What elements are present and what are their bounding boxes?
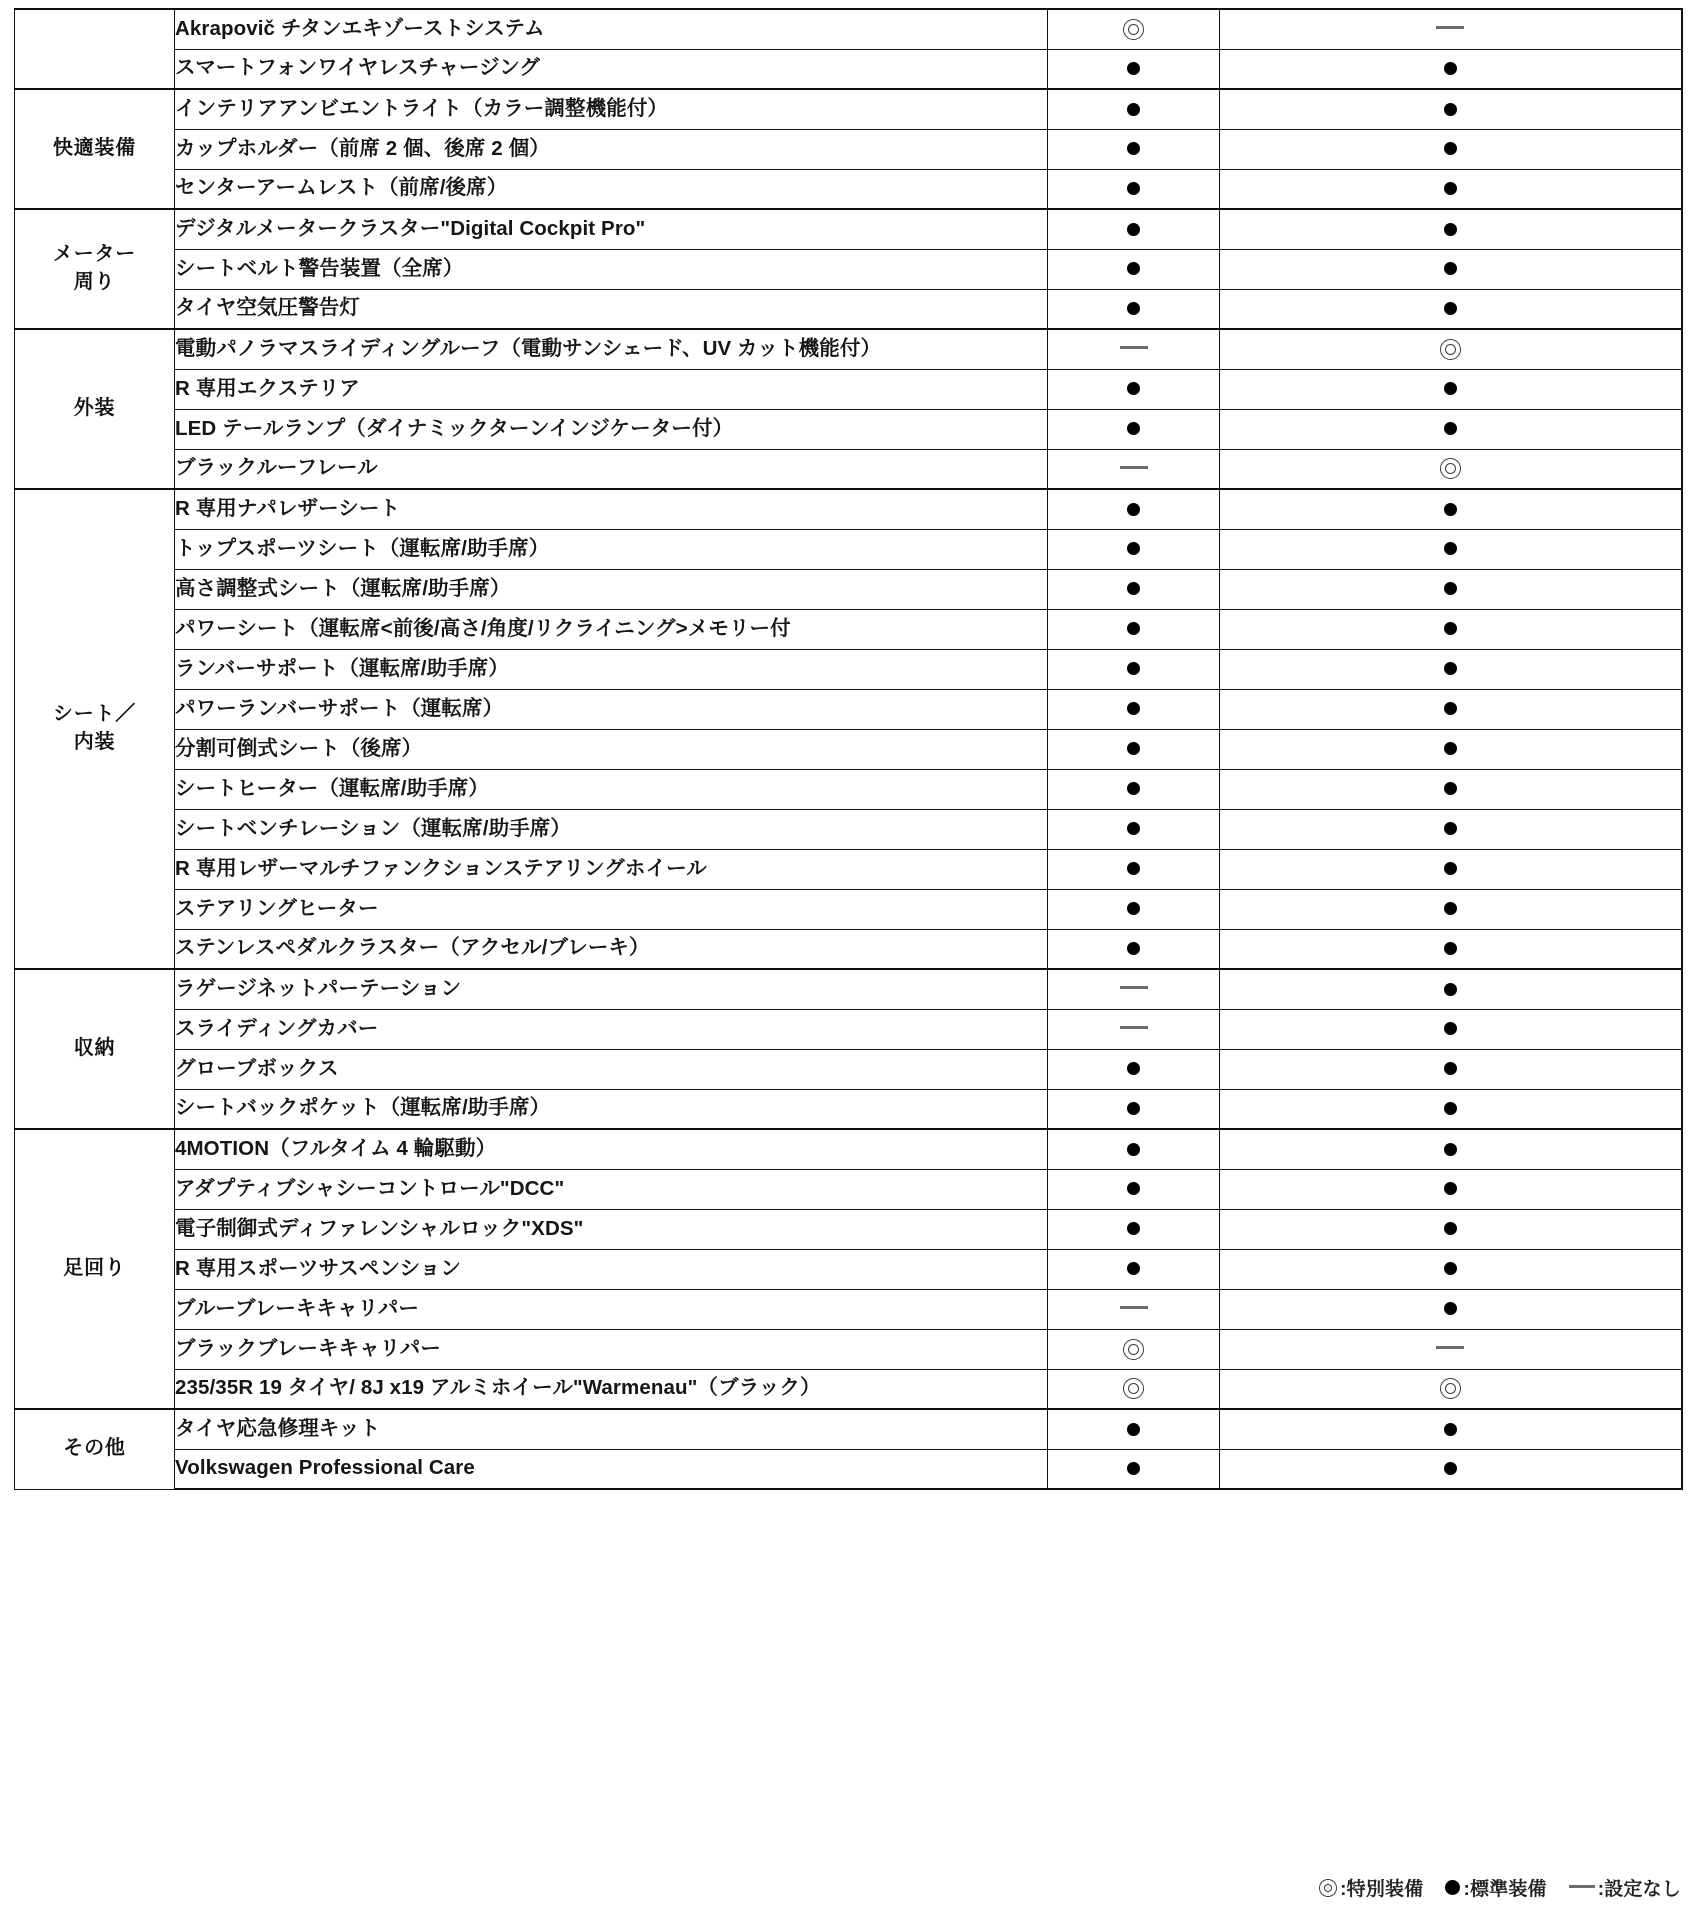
standard-equipment-icon bbox=[1127, 142, 1140, 155]
standard-equipment-icon bbox=[1127, 1462, 1140, 1475]
equipment-name-cell: デジタルメータークラスター"Digital Cockpit Pro" bbox=[175, 209, 1048, 249]
equipment-name-cell: R 専用レザーマルチファンクションステアリングホイール bbox=[175, 849, 1048, 889]
availability-cell-1 bbox=[1048, 449, 1220, 489]
equipment-name-cell: ブラックルーフレール bbox=[175, 449, 1048, 489]
table-row bbox=[15, 1089, 1682, 1129]
not-available-icon bbox=[1436, 1346, 1464, 1349]
availability-cell-2 bbox=[1220, 729, 1682, 769]
table-row bbox=[15, 529, 1682, 569]
availability-cell-2 bbox=[1220, 929, 1682, 969]
standard-equipment-icon bbox=[1444, 1462, 1457, 1475]
standard-equipment-icon bbox=[1444, 822, 1457, 835]
standard-equipment-icon bbox=[1127, 1102, 1140, 1115]
standard-equipment-icon bbox=[1444, 782, 1457, 795]
availability-cell-1 bbox=[1048, 1209, 1220, 1249]
availability-cell-2 bbox=[1220, 609, 1682, 649]
category-cell: その他 bbox=[15, 1409, 175, 1489]
availability-cell-2 bbox=[1220, 1289, 1682, 1329]
equipment-name-cell: 分割可倒式シート（後席） bbox=[175, 729, 1048, 769]
availability-cell-2 bbox=[1220, 329, 1682, 369]
availability-cell-2 bbox=[1220, 249, 1682, 289]
standard-equipment-icon bbox=[1127, 942, 1140, 955]
availability-cell-2 bbox=[1220, 1249, 1682, 1289]
table-row bbox=[15, 449, 1682, 489]
availability-cell-1 bbox=[1048, 169, 1220, 209]
equipment-name-cell: ステンレスペダルクラスター（アクセル/ブレーキ） bbox=[175, 929, 1048, 969]
standard-equipment-icon bbox=[1127, 382, 1140, 395]
availability-cell-1 bbox=[1048, 129, 1220, 169]
equipment-name-cell: R 専用エクステリア bbox=[175, 369, 1048, 409]
standard-equipment-icon bbox=[1127, 223, 1140, 236]
availability-cell-1 bbox=[1048, 1249, 1220, 1289]
availability-cell-2 bbox=[1220, 89, 1682, 129]
table-row bbox=[15, 89, 1682, 129]
table-row bbox=[15, 689, 1682, 729]
table-row bbox=[15, 489, 1682, 529]
legend-label: :標準装備 bbox=[1463, 1879, 1547, 1900]
category-cell: メーター 周り bbox=[15, 209, 175, 329]
standard-equipment-icon bbox=[1444, 1423, 1457, 1436]
availability-cell-1 bbox=[1048, 1289, 1220, 1329]
standard-equipment-icon bbox=[1444, 862, 1457, 875]
equipment-name-cell: カップホルダー（前席 2 個、後席 2 個） bbox=[175, 129, 1048, 169]
availability-cell-2 bbox=[1220, 369, 1682, 409]
table-row bbox=[15, 809, 1682, 849]
standard-equipment-icon bbox=[1127, 1062, 1140, 1075]
availability-cell-2 bbox=[1220, 889, 1682, 929]
availability-cell-2 bbox=[1220, 9, 1682, 49]
standard-equipment-icon bbox=[1127, 862, 1140, 875]
equipment-name-cell: R 専用ナパレザーシート bbox=[175, 489, 1048, 529]
table-row bbox=[15, 1209, 1682, 1249]
special-equipment-icon bbox=[1440, 458, 1461, 479]
table-row bbox=[15, 1329, 1682, 1369]
table-row bbox=[15, 729, 1682, 769]
availability-cell-1 bbox=[1048, 489, 1220, 529]
equipment-name-cell: ステアリングヒーター bbox=[175, 889, 1048, 929]
equipment-name-cell: アダプティブシャシーコントロール"DCC" bbox=[175, 1169, 1048, 1209]
standard-equipment-icon bbox=[1444, 742, 1457, 755]
table-row bbox=[15, 969, 1682, 1009]
table-row bbox=[15, 1289, 1682, 1329]
availability-cell-2 bbox=[1220, 1409, 1682, 1449]
availability-cell-1 bbox=[1048, 249, 1220, 289]
availability-cell-1 bbox=[1048, 1129, 1220, 1169]
standard-equipment-icon bbox=[1444, 1302, 1457, 1315]
table-row bbox=[15, 569, 1682, 609]
availability-cell-1 bbox=[1048, 49, 1220, 89]
standard-equipment-icon bbox=[1127, 902, 1140, 915]
equipment-name-cell: ランバーサポート（運転席/助手席） bbox=[175, 649, 1048, 689]
availability-cell-2 bbox=[1220, 569, 1682, 609]
category-cell bbox=[15, 9, 175, 89]
table-row bbox=[15, 1009, 1682, 1049]
standard-equipment-icon bbox=[1127, 182, 1140, 195]
table-row bbox=[15, 169, 1682, 209]
availability-cell-1 bbox=[1048, 9, 1220, 49]
equipment-name-cell: シートベルト警告装置（全席） bbox=[175, 249, 1048, 289]
equipment-name-cell: LED テールランプ（ダイナミックターンインジケーター付） bbox=[175, 409, 1048, 449]
availability-cell-2 bbox=[1220, 689, 1682, 729]
special-equipment-icon bbox=[1319, 1879, 1337, 1897]
availability-cell-1 bbox=[1048, 809, 1220, 849]
table-row bbox=[15, 129, 1682, 169]
table-row bbox=[15, 929, 1682, 969]
standard-equipment-icon bbox=[1127, 422, 1140, 435]
category-cell: 外装 bbox=[15, 329, 175, 489]
availability-cell-1 bbox=[1048, 649, 1220, 689]
equipment-name-cell: ラゲージネットパーテーション bbox=[175, 969, 1048, 1009]
standard-equipment-icon bbox=[1445, 1880, 1460, 1895]
legend-label: :設定なし bbox=[1597, 1879, 1681, 1900]
standard-equipment-icon bbox=[1127, 1143, 1140, 1156]
standard-equipment-icon bbox=[1127, 702, 1140, 715]
availability-cell-1 bbox=[1048, 889, 1220, 929]
availability-cell-2 bbox=[1220, 529, 1682, 569]
category-cell: シート／ 内装 bbox=[15, 489, 175, 969]
special-equipment-icon bbox=[1123, 19, 1144, 40]
equipment-name-cell: タイヤ空気圧警告灯 bbox=[175, 289, 1048, 329]
availability-cell-1 bbox=[1048, 1089, 1220, 1129]
legend-item bbox=[1569, 1874, 1681, 1901]
not-available-icon bbox=[1120, 1026, 1148, 1029]
standard-equipment-icon bbox=[1444, 622, 1457, 635]
standard-equipment-icon bbox=[1444, 103, 1457, 116]
standard-equipment-icon bbox=[1444, 662, 1457, 675]
availability-cell-1 bbox=[1048, 1409, 1220, 1449]
standard-equipment-icon bbox=[1444, 62, 1457, 75]
availability-cell-1 bbox=[1048, 1049, 1220, 1089]
standard-equipment-icon bbox=[1127, 1262, 1140, 1275]
availability-cell-2 bbox=[1220, 1209, 1682, 1249]
equipment-name-cell: スライディングカバー bbox=[175, 1009, 1048, 1049]
table-row bbox=[15, 249, 1682, 289]
table-row bbox=[15, 329, 1682, 369]
availability-cell-2 bbox=[1220, 49, 1682, 89]
availability-cell-1 bbox=[1048, 1329, 1220, 1369]
equipment-name-cell: R 専用スポーツサスペンション bbox=[175, 1249, 1048, 1289]
standard-equipment-icon bbox=[1127, 1222, 1140, 1235]
equipment-name-cell: インテリアアンビエントライト（カラー調整機能付） bbox=[175, 89, 1048, 129]
availability-cell-1 bbox=[1048, 1449, 1220, 1489]
table-row bbox=[15, 49, 1682, 89]
equipment-name-cell: グローブボックス bbox=[175, 1049, 1048, 1089]
special-equipment-icon bbox=[1123, 1339, 1144, 1360]
availability-cell-2 bbox=[1220, 1129, 1682, 1169]
availability-cell-2 bbox=[1220, 129, 1682, 169]
equipment-name-cell: Volkswagen Professional Care bbox=[175, 1449, 1048, 1489]
standard-equipment-icon bbox=[1444, 503, 1457, 516]
equipment-name-cell: 電動パノラマスライディングルーフ（電動サンシェード、UV カット機能付） bbox=[175, 329, 1048, 369]
table-row bbox=[15, 1409, 1682, 1449]
equipment-name-cell: ブラックブレーキキャリパー bbox=[175, 1329, 1048, 1369]
availability-cell-2 bbox=[1220, 209, 1682, 249]
standard-equipment-icon bbox=[1444, 1062, 1457, 1075]
not-available-icon bbox=[1120, 986, 1148, 989]
equipment-name-cell: タイヤ応急修理キット bbox=[175, 1409, 1048, 1449]
availability-cell-2 bbox=[1220, 409, 1682, 449]
standard-equipment-icon bbox=[1127, 103, 1140, 116]
standard-equipment-icon bbox=[1127, 262, 1140, 275]
not-available-icon bbox=[1436, 26, 1464, 29]
table-row bbox=[15, 1369, 1682, 1409]
legend bbox=[1319, 1874, 1681, 1901]
availability-cell-1 bbox=[1048, 409, 1220, 449]
availability-cell-2 bbox=[1220, 489, 1682, 529]
standard-equipment-icon bbox=[1127, 503, 1140, 516]
availability-cell-2 bbox=[1220, 809, 1682, 849]
availability-cell-1 bbox=[1048, 369, 1220, 409]
availability-cell-1 bbox=[1048, 529, 1220, 569]
availability-cell-2 bbox=[1220, 1329, 1682, 1369]
equipment-name-cell: シートヒーター（運転席/助手席） bbox=[175, 769, 1048, 809]
category-cell: 足回り bbox=[15, 1129, 175, 1409]
availability-cell-1 bbox=[1048, 689, 1220, 729]
table-row bbox=[15, 769, 1682, 809]
availability-cell-2 bbox=[1220, 1049, 1682, 1089]
standard-equipment-icon bbox=[1127, 62, 1140, 75]
standard-equipment-icon bbox=[1127, 1182, 1140, 1195]
availability-cell-1 bbox=[1048, 609, 1220, 649]
equipment-name-cell: シートバックポケット（運転席/助手席） bbox=[175, 1089, 1048, 1129]
standard-equipment-icon bbox=[1444, 1262, 1457, 1275]
availability-cell-1 bbox=[1048, 1009, 1220, 1049]
standard-equipment-icon bbox=[1444, 1222, 1457, 1235]
standard-equipment-icon bbox=[1444, 182, 1457, 195]
standard-equipment-icon bbox=[1444, 582, 1457, 595]
availability-cell-2 bbox=[1220, 1089, 1682, 1129]
standard-equipment-icon bbox=[1444, 142, 1457, 155]
standard-equipment-icon bbox=[1444, 983, 1457, 996]
legend-item bbox=[1445, 1874, 1546, 1901]
availability-cell-1 bbox=[1048, 729, 1220, 769]
equipment-comparison-table bbox=[14, 8, 1683, 1490]
standard-equipment-icon bbox=[1444, 942, 1457, 955]
standard-equipment-icon bbox=[1444, 302, 1457, 315]
availability-cell-2 bbox=[1220, 969, 1682, 1009]
equipment-name-cell: シートベンチレーション（運転席/助手席） bbox=[175, 809, 1048, 849]
availability-cell-2 bbox=[1220, 1369, 1682, 1409]
legend-label: :特別装備 bbox=[1340, 1879, 1424, 1900]
table-row bbox=[15, 1129, 1682, 1169]
standard-equipment-icon bbox=[1127, 542, 1140, 555]
standard-equipment-icon bbox=[1127, 662, 1140, 675]
standard-equipment-icon bbox=[1127, 1423, 1140, 1436]
standard-equipment-icon bbox=[1127, 582, 1140, 595]
equipment-name-cell: 235/35R 19 タイヤ/ 8J x19 アルミホイール"Warmenau"（ブラック） bbox=[175, 1369, 1048, 1409]
availability-cell-1 bbox=[1048, 569, 1220, 609]
availability-cell-1 bbox=[1048, 289, 1220, 329]
table-row bbox=[15, 369, 1682, 409]
table-row bbox=[15, 849, 1682, 889]
not-available-icon bbox=[1569, 1885, 1595, 1888]
standard-equipment-icon bbox=[1444, 262, 1457, 275]
standard-equipment-icon bbox=[1127, 302, 1140, 315]
availability-cell-1 bbox=[1048, 769, 1220, 809]
equipment-name-cell: トップスポーツシート（運転席/助手席） bbox=[175, 529, 1048, 569]
availability-cell-1 bbox=[1048, 1169, 1220, 1209]
standard-equipment-icon bbox=[1444, 902, 1457, 915]
availability-cell-1 bbox=[1048, 89, 1220, 129]
standard-equipment-icon bbox=[1127, 742, 1140, 755]
availability-cell-2 bbox=[1220, 449, 1682, 489]
equipment-name-cell: スマートフォンワイヤレスチャージング bbox=[175, 49, 1048, 89]
special-equipment-icon bbox=[1123, 1378, 1144, 1399]
availability-cell-2 bbox=[1220, 1169, 1682, 1209]
availability-cell-1 bbox=[1048, 969, 1220, 1009]
table-row bbox=[15, 649, 1682, 689]
special-equipment-icon bbox=[1440, 1378, 1461, 1399]
standard-equipment-icon bbox=[1444, 422, 1457, 435]
availability-cell-2 bbox=[1220, 1449, 1682, 1489]
standard-equipment-icon bbox=[1127, 622, 1140, 635]
not-available-icon bbox=[1120, 346, 1148, 349]
table-row bbox=[15, 9, 1682, 49]
table-row bbox=[15, 209, 1682, 249]
equipment-name-cell: パワーシート（運転席<前後/高さ/角度/リクライニング>メモリー付 bbox=[175, 609, 1048, 649]
standard-equipment-icon bbox=[1444, 702, 1457, 715]
availability-cell-2 bbox=[1220, 849, 1682, 889]
availability-cell-1 bbox=[1048, 329, 1220, 369]
table-row bbox=[15, 1169, 1682, 1209]
equipment-name-cell: 高さ調整式シート（運転席/助手席） bbox=[175, 569, 1048, 609]
standard-equipment-icon bbox=[1444, 223, 1457, 236]
availability-cell-2 bbox=[1220, 1009, 1682, 1049]
availability-cell-1 bbox=[1048, 209, 1220, 249]
category-cell: 快適装備 bbox=[15, 89, 175, 209]
standard-equipment-icon bbox=[1444, 382, 1457, 395]
not-available-icon bbox=[1120, 1306, 1148, 1309]
standard-equipment-icon bbox=[1444, 1022, 1457, 1035]
not-available-icon bbox=[1120, 466, 1148, 469]
equipment-name-cell: センターアームレスト（前席/後席） bbox=[175, 169, 1048, 209]
availability-cell-2 bbox=[1220, 169, 1682, 209]
standard-equipment-icon bbox=[1444, 542, 1457, 555]
standard-equipment-icon bbox=[1127, 782, 1140, 795]
equipment-name-cell: パワーランバーサポート（運転席） bbox=[175, 689, 1048, 729]
standard-equipment-icon bbox=[1444, 1182, 1457, 1195]
table-row bbox=[15, 1249, 1682, 1289]
special-equipment-icon bbox=[1440, 339, 1461, 360]
availability-cell-1 bbox=[1048, 929, 1220, 969]
availability-cell-2 bbox=[1220, 649, 1682, 689]
table-row bbox=[15, 889, 1682, 929]
availability-cell-1 bbox=[1048, 1369, 1220, 1409]
equipment-name-cell: 電子制御式ディファレンシャルロック"XDS" bbox=[175, 1209, 1048, 1249]
table-row bbox=[15, 1449, 1682, 1489]
legend-item bbox=[1319, 1874, 1423, 1901]
category-cell: 収納 bbox=[15, 969, 175, 1129]
availability-cell-2 bbox=[1220, 769, 1682, 809]
standard-equipment-icon bbox=[1127, 822, 1140, 835]
table-row bbox=[15, 1049, 1682, 1089]
spec-table-sheet bbox=[14, 8, 1681, 1490]
table-row bbox=[15, 409, 1682, 449]
equipment-name-cell: ブルーブレーキキャリパー bbox=[175, 1289, 1048, 1329]
availability-cell-1 bbox=[1048, 849, 1220, 889]
standard-equipment-icon bbox=[1444, 1143, 1457, 1156]
equipment-name-cell: Akrapovič チタンエキゾーストシステム bbox=[175, 9, 1048, 49]
table-row bbox=[15, 289, 1682, 329]
equipment-name-cell: 4MOTION（フルタイム 4 輪駆動） bbox=[175, 1129, 1048, 1169]
availability-cell-2 bbox=[1220, 289, 1682, 329]
table-row bbox=[15, 609, 1682, 649]
standard-equipment-icon bbox=[1444, 1102, 1457, 1115]
